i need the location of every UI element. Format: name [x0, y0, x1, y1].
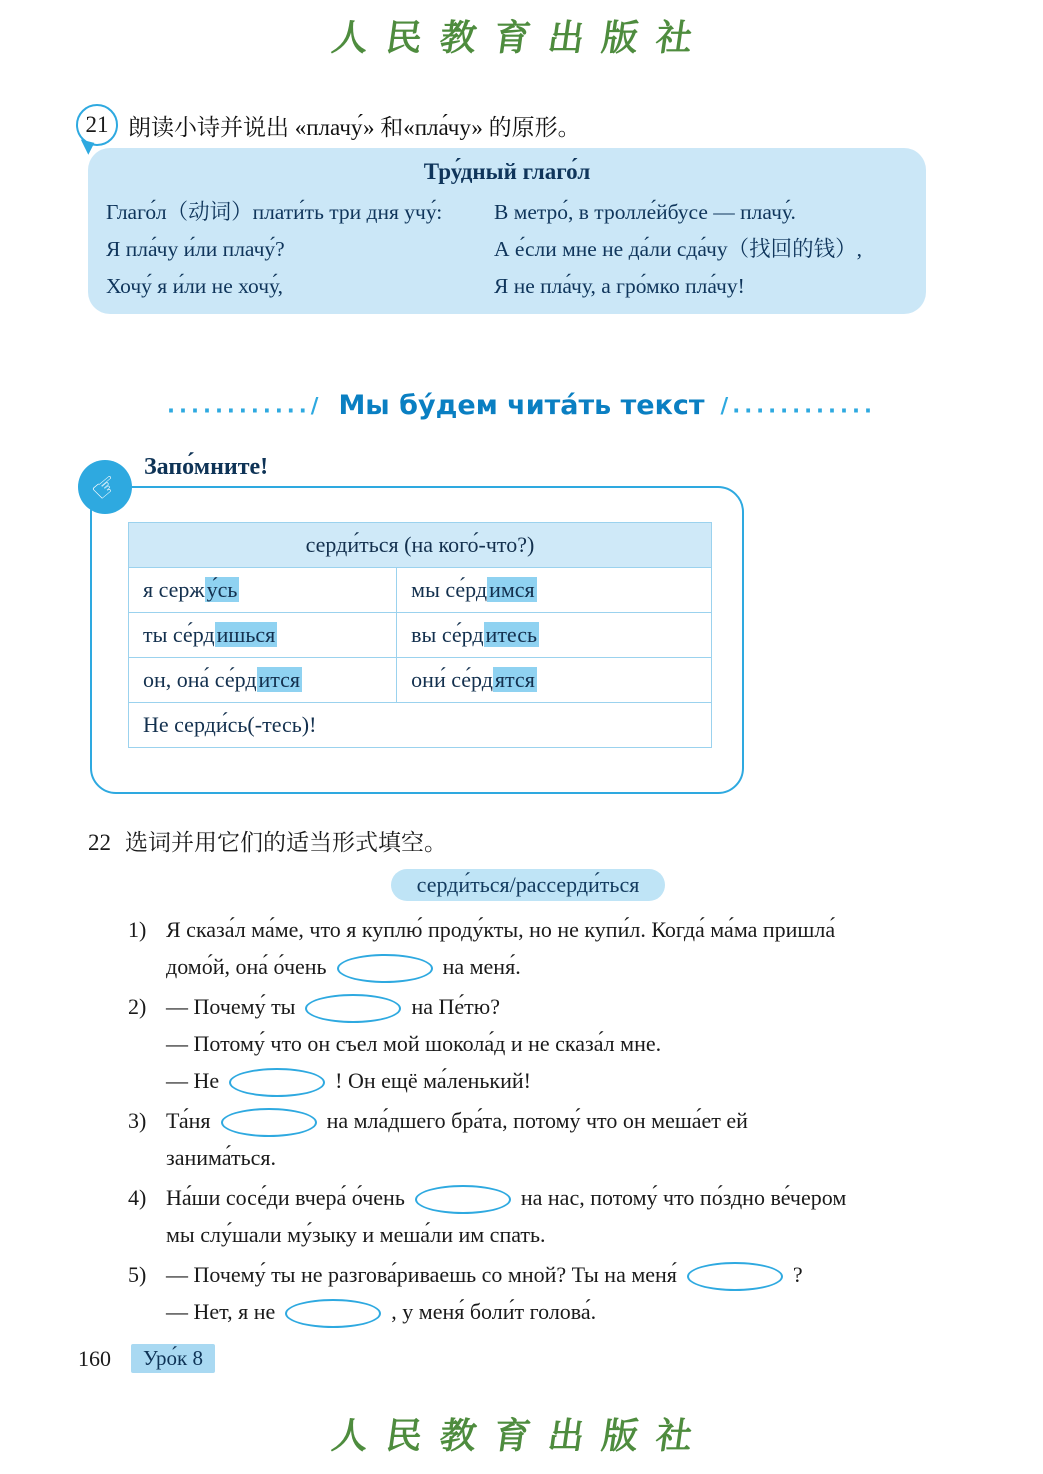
item-text: ! Он ещё ма́ленький!	[335, 1068, 531, 1093]
answer-blank	[687, 1262, 783, 1291]
item-1	[88, 911, 968, 985]
answer-blank	[337, 954, 433, 983]
item-text: — Не	[166, 1068, 220, 1093]
item-body	[166, 988, 968, 1099]
conjugation-stem: он, она́ се́рд	[143, 667, 257, 692]
table-header-cell: серди́ться (на кого́-что?)	[129, 523, 712, 568]
conjugation-cell	[129, 568, 397, 613]
item-body	[166, 1256, 968, 1330]
conjugation-stem: они́ се́рд	[411, 667, 493, 692]
imperative-cell: Не серди́сь(-тесь)!	[129, 703, 712, 748]
poem-line: Глаго́л（动词）плати́ть три дня учу́:	[106, 200, 443, 224]
item-line	[166, 1139, 968, 1176]
item-line	[166, 1025, 968, 1062]
conjugation-stem: ты се́рд	[143, 622, 215, 647]
answer-blank	[285, 1299, 381, 1328]
item-body	[166, 1102, 968, 1176]
conjugation-ending-highlight: ишься	[216, 622, 276, 647]
exercise-22	[88, 824, 968, 1333]
item-line	[166, 948, 968, 985]
conjugation-ending-highlight: у́сь	[206, 577, 238, 602]
conjugation-ending-highlight: итесь	[485, 622, 538, 647]
item-number: 4)	[128, 1185, 147, 1210]
item-text: — Почему́ ты не разгова́риваешь со мной? Ты на меня́	[166, 1262, 677, 1287]
word-bank-row	[88, 869, 968, 901]
item-number: 1)	[128, 917, 147, 942]
conjugation-cell	[397, 568, 712, 613]
divider-dots-left: ............/	[167, 393, 323, 418]
table-row	[129, 568, 712, 613]
publisher-logo-bottom: 人民教育出版社	[329, 1416, 713, 1457]
item-number: 2)	[128, 994, 147, 1019]
page-footer	[78, 1344, 215, 1373]
table-header-row	[129, 523, 712, 568]
item-body	[166, 911, 968, 985]
answer-blank	[305, 994, 401, 1023]
table-footer-row	[129, 703, 712, 748]
item-line	[166, 1256, 968, 1293]
item-text: мы слу́шали му́зыку и меша́ли им спать.	[166, 1222, 546, 1247]
exercise-21-number: 21	[85, 112, 109, 137]
poem-right-column	[494, 194, 910, 305]
exercise-21-badge	[76, 104, 118, 146]
item-text: на нас, потому́ что по́здно ве́чером	[520, 1185, 847, 1210]
answer-blank	[415, 1185, 511, 1214]
item-line	[166, 1102, 968, 1139]
conjugation-cell	[129, 658, 397, 703]
item-number: 3)	[128, 1108, 147, 1133]
conjugation-stem: вы се́рд	[411, 622, 484, 647]
conjugation-cell	[397, 613, 712, 658]
item-line	[166, 911, 968, 948]
item-text: — Почему́ ты	[166, 994, 296, 1019]
conjugation-ending-highlight: ятся	[494, 667, 535, 692]
item-text: На́ши сосе́ди вчера́ о́чень	[166, 1185, 405, 1210]
item-text: занима́ться.	[166, 1145, 276, 1170]
item-text: — Потому́ что он съел мой шокола́д и не сказа́л мне.	[166, 1031, 662, 1056]
word-bank-pill: серди́ться/рассерди́ться	[391, 869, 666, 901]
exercise-22-number: 22	[88, 830, 111, 855]
conjugation-table	[128, 522, 712, 748]
poem-box	[88, 148, 926, 314]
poem-line: Я пла́чу и́ли плачу́?	[106, 237, 285, 261]
section-divider	[0, 390, 1043, 421]
remember-box	[84, 454, 744, 794]
conjugation-cell	[397, 658, 712, 703]
item-text: на мла́дшего бра́та, потому́ что он меша́ет ей	[326, 1108, 748, 1133]
item-4	[88, 1179, 968, 1253]
item-line	[166, 1293, 968, 1330]
exercise-22-items	[88, 911, 968, 1330]
item-2	[88, 988, 968, 1099]
item-text: домо́й, она́ о́чень	[166, 954, 327, 979]
publisher-logo-top: 人民教育出版社	[329, 18, 713, 59]
poem-line: А е́сли мне не да́ли сда́чу（找回的钱）,	[494, 237, 862, 261]
item-line	[166, 1062, 968, 1099]
poem-columns	[104, 194, 910, 305]
item-text: на Пе́тю?	[411, 994, 500, 1019]
table-row	[129, 613, 712, 658]
conjugation-cell	[129, 613, 397, 658]
conjugation-stem: я серж	[143, 577, 205, 602]
table-row	[129, 658, 712, 703]
exercise-22-instruction: 选词并用它们的适当形式填空。	[125, 830, 447, 855]
item-line	[166, 988, 968, 1025]
lesson-badge: Уро́к 8	[131, 1344, 215, 1373]
poem-line: Хочу́ я и́ли не хочу́,	[106, 274, 284, 298]
poem-title: Тру́дный глаго́л	[423, 159, 591, 184]
item-text: Та́ня	[166, 1108, 211, 1133]
item-body	[166, 1179, 968, 1253]
item-text: , у меня́ боли́т голова́.	[391, 1299, 597, 1324]
item-line	[166, 1179, 968, 1216]
exercise-22-header	[88, 824, 968, 857]
item-line	[166, 1216, 968, 1253]
item-text: ?	[792, 1262, 803, 1287]
conjugation-ending-highlight: имся	[489, 577, 535, 602]
poem-line: Я не пла́чу, а гро́мко пла́чу!	[494, 274, 745, 298]
poem-line: В метро́, в тролле́йбусе — плачу́.	[494, 200, 796, 224]
conjugation-ending-highlight: ится	[258, 667, 301, 692]
poem-left-column	[104, 194, 494, 305]
exercise-21-instruction: 朗读小诗并说出 «плачу́» 和«пла́чу» 的原形。	[128, 114, 581, 140]
hand-pointer-icon	[78, 460, 132, 514]
conjugation-stem: мы се́рд	[411, 577, 488, 602]
answer-blank	[221, 1108, 317, 1137]
remember-label: Запо́мните!	[144, 454, 269, 480]
item-text: — Нет, я не	[166, 1299, 276, 1324]
exercise-21-header	[76, 104, 581, 146]
section-title: Мы бу́дем чита́ть текст	[338, 390, 705, 421]
item-5	[88, 1256, 968, 1330]
item-3	[88, 1102, 968, 1176]
answer-blank	[229, 1068, 325, 1097]
divider-dots-right: /............	[720, 393, 876, 418]
item-text: на меня́.	[442, 954, 521, 979]
hand-pointer-glyph: ☞	[84, 465, 126, 509]
item-number: 5)	[128, 1262, 147, 1287]
page-number: 160	[78, 1345, 111, 1371]
item-text: Я сказа́л ма́ме, что я куплю́ проду́кты, но не купи́л. Когда́ ма́ма пришла́	[166, 917, 836, 942]
